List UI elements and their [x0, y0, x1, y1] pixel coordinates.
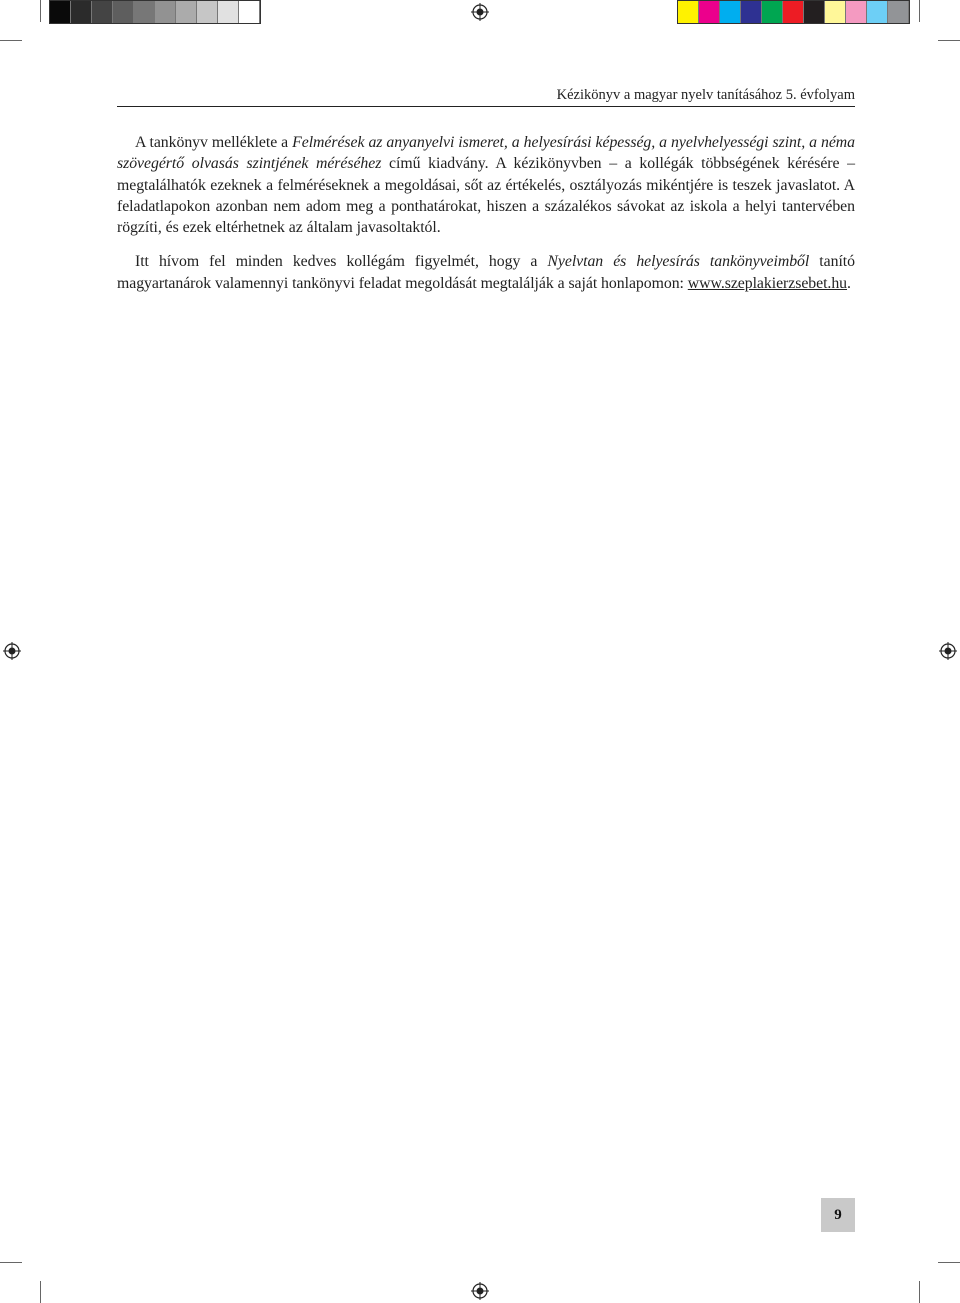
crop-mark — [40, 1281, 41, 1303]
grey-swatch — [176, 1, 197, 23]
crop-mark — [0, 1262, 22, 1263]
grey-swatch — [134, 1, 155, 23]
paragraph-rest: tanító magyartanárok valamennyi tankönyvi feladat megoldását megtalálják a saját honlapomon: — [117, 253, 855, 292]
paragraph-end: . — [847, 274, 851, 292]
crop-mark — [919, 1281, 920, 1303]
page-number: 9 — [821, 1198, 855, 1232]
grey-swatch — [197, 1, 218, 23]
color-swatch — [783, 1, 804, 23]
color-swatch — [762, 1, 783, 23]
italic-title: Nyelvtan és helyesírás tankönyveimből — [547, 253, 810, 271]
grey-swatch — [71, 1, 92, 23]
color-swatch — [720, 1, 741, 23]
body-text — [117, 132, 855, 294]
crop-mark — [0, 40, 22, 41]
color-swatch — [846, 1, 867, 23]
grey-swatch — [50, 1, 71, 23]
homepage-link[interactable]: www.szeplakierzsebet.hu — [687, 274, 848, 292]
crop-mark — [919, 0, 920, 22]
registration-mark-icon — [3, 642, 21, 660]
grey-swatch — [218, 1, 239, 23]
grey-swatch — [92, 1, 113, 23]
color-swatch — [825, 1, 846, 23]
paragraph-rest: című kiadvány. A kézikönyvben – a kollégák többségének kérésére – megtalálhatók ezeknek a felméréseknek a megoldásai, sőt az értékelés, osztályozás mikéntjére is teszek javaslatot. A feladatlapokon azonban nem adom meg a ponthatárokat, hiszen a százalékos sávokat az iskola a helyi tantervében rögzíti, és ezek eltérhetnek az általam javasoltaktól. — [117, 155, 855, 237]
registration-mark-icon — [471, 3, 489, 21]
color-swatch — [804, 1, 825, 23]
crop-mark — [40, 0, 41, 22]
color-swatch — [741, 1, 762, 23]
grey-calibration-strip — [49, 0, 261, 24]
color-swatch — [699, 1, 720, 23]
paragraph-lead: A tankönyv melléklete a — [135, 134, 293, 151]
color-swatch — [678, 1, 699, 23]
paragraph-lead: Itt hívom fel minden kedves kollégám figyelmét, hogy a — [135, 253, 548, 271]
paragraph — [117, 251, 855, 294]
italic-title: Felmérések az anyanyelvi ismeret, a helyesírási képesség, a nyelvhelyességi szint, a néma szövegértő olvasás szintjének méréséhez — [117, 134, 855, 173]
running-title: Kézikönyv a magyar nyelv tanításához 5. évfolyam — [556, 87, 855, 103]
running-header — [117, 86, 855, 107]
registration-mark-icon — [471, 1282, 489, 1300]
color-swatch — [867, 1, 888, 23]
color-swatch — [888, 1, 909, 23]
crop-mark — [938, 40, 960, 41]
grey-swatch — [239, 1, 260, 23]
crop-mark — [938, 1262, 960, 1263]
registration-mark-icon — [939, 642, 957, 660]
color-calibration-strip — [677, 0, 910, 24]
grey-swatch — [113, 1, 134, 23]
paragraph — [117, 132, 855, 238]
grey-swatch — [155, 1, 176, 23]
